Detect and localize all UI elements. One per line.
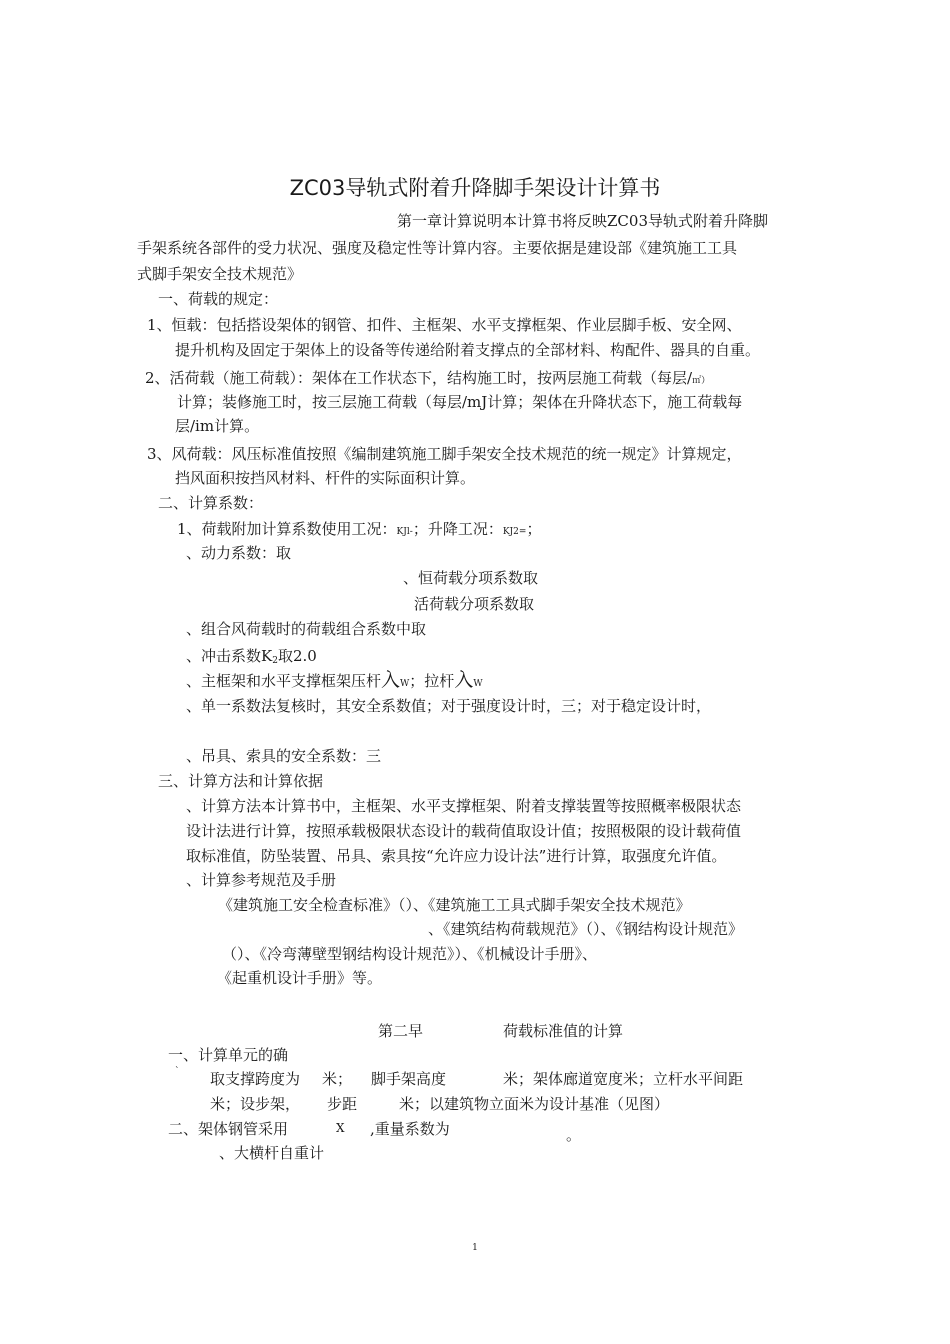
method-line2: 设计法进行计算，按照承载极限状态设计的载荷值取设计值；按照极限的设计载荷值 <box>186 822 742 840</box>
document-title: ZC03导轨式附着升降脚手架设计计算书 <box>289 176 661 200</box>
load-item3-line1: 3、风荷载：风压标准值按照《编制建筑施工脚手架安全技术规范的统一规定》计算规定， <box>147 445 742 463</box>
reference-heading: 、计算参考规范及手册 <box>186 871 337 889</box>
chapter2-s1-l2-b: 步距 <box>327 1095 358 1113</box>
coef-1-k2: KJ2= <box>502 527 527 537</box>
coef-5: 、组合风荷载时的荷载组合系数中取 <box>186 620 427 638</box>
coef-7-lambda1: 入 <box>381 669 401 691</box>
coef-3: 、恒荷载分项系数取 <box>403 569 539 587</box>
coef-7 <box>186 670 483 694</box>
coef-6-value: 取2.0 <box>277 647 317 665</box>
coef-6 <box>186 646 317 671</box>
section3-heading: 三、计算方法和计算依据 <box>158 772 324 790</box>
chapter2-s1-l1-c: 脚手架高度 <box>371 1070 447 1088</box>
load-item1-line2: 提升机构及固定于架体上的设备等传递给附着支撑点的全部材料、构配件、器具的自重。 <box>175 341 761 359</box>
coef-1-k1: KJl- <box>396 527 413 537</box>
load-item2-text: 2、活荷载（施工荷载）：架体在工作状态下，结构施工时，按两层施工荷载（每层/ <box>145 369 693 387</box>
coef-7-w2: W <box>473 679 483 689</box>
load-item2-line1 <box>145 368 710 391</box>
chapter2-s2-a: 二、架体钢管采用 <box>168 1120 289 1138</box>
coef-6-label: 、冲击系数K <box>186 647 273 665</box>
method-line3: 取标准值，防坠装置、吊具、索具按“允许应力设计法”进行计算，取强度允许值。 <box>186 847 727 865</box>
coef-2: 、动力系数：取 <box>186 544 292 562</box>
load-item3-line2: 挡风面积按挡风材料、杆件的实际面积计算。 <box>175 469 476 487</box>
chapter1-intro-line3: 式脚手架安全技术规范》 <box>137 265 303 283</box>
page-number: 1 <box>472 1243 478 1253</box>
coef-1-end: ； <box>526 520 542 538</box>
chapter2-s1-l2-c: 米；以建筑物立面米为设计基准（见图） <box>399 1095 670 1113</box>
chapter2-heading-b: 荷载标准值的计算 <box>503 1022 624 1040</box>
chapter2-s2-c: 。 <box>566 1126 582 1144</box>
chapter2-s3: 、大横杆自重计 <box>219 1144 325 1162</box>
section2-heading: 二、计算系数： <box>158 494 264 512</box>
chapter2-s1-l1-d: 米；架体廊道宽度米；立杆水平间距 <box>503 1070 744 1088</box>
reference-line2: 、《建筑结构荷载规范》（）、《钢结构设计规范》 <box>428 920 744 938</box>
coef-1-label-b: ；升降工况： <box>412 520 503 538</box>
chapter2-heading-a: 第二早 <box>378 1022 424 1040</box>
coef-8: 、单一系数法复核时，其安全系数值；对于强度设计时，三；对于稳定设计时， <box>186 697 712 715</box>
section1-heading: 一、荷载的规定： <box>158 290 279 308</box>
chapter2-s2-b: ,重量系数为 <box>370 1120 450 1138</box>
coef-7-lambda2: 入 <box>454 669 474 691</box>
reference-line3: （）、《冷弯薄壁型钢结构设计规范》）、《机械设计手册》、 <box>222 945 598 963</box>
chapter2-s2-x: X <box>336 1121 345 1135</box>
coef-7-label-b: ；拉杆 <box>409 672 455 690</box>
coef-6-subscript: 2 <box>272 656 278 666</box>
load-item2-line3: 层/im计算。 <box>175 417 260 435</box>
chapter2-s1-l1-b: 米； <box>322 1070 353 1088</box>
reference-line1: 《建筑施工安全检查标准》（）、《建筑施工工具式脚手架安全技术规范》 <box>218 896 691 914</box>
coef-7-label: 、主框架和水平支撑框架压杆 <box>186 672 382 690</box>
load-item2-unit: ㎡） <box>692 376 711 386</box>
chapter2-s1: 一、计算单元的确 <box>168 1046 289 1064</box>
reference-line4: 《起重机设计手册》等。 <box>217 969 383 987</box>
chapter1-intro-line2: 手架系统各部件的受力状况、强度及稳定性等计算内容。主要依据是建设部《建筑施工工具 <box>137 239 738 257</box>
chapter2-s1-l1-a: 取支撑跨度为 <box>210 1070 301 1088</box>
chapter2-s1-l2-a: 米；设步架， <box>210 1095 301 1113</box>
load-item1-line1: 1、恒载：包括搭设架体的钢管、扣件、主框架、水平支撑框架、作业层脚手板、安全网、 <box>147 316 742 334</box>
load-item2-line2: 计算；装修施工时，按三层施工荷载（每层/mJ计算；架体在升降状态下，施工荷载每 <box>177 393 743 411</box>
method-line1: 、计算方法本计算书中，主框架、水平支撑框架、附着支撑装置等按照概率极限状态 <box>186 797 742 815</box>
chapter2-s1-mark: ` <box>175 1067 180 1077</box>
coef-1-label: 1、荷载附加计算系数使用工况： <box>177 520 397 538</box>
chapter1-intro-line1: 第一章计算说明本计算书将反映ZC03导轨式附着升降脚 <box>397 212 768 230</box>
coef-9: 、吊具、索具的安全系数：三 <box>186 747 382 765</box>
coef-4: 活荷载分项系数取 <box>414 595 535 613</box>
coef-7-w1: W <box>400 679 410 689</box>
coef-1 <box>177 519 541 542</box>
